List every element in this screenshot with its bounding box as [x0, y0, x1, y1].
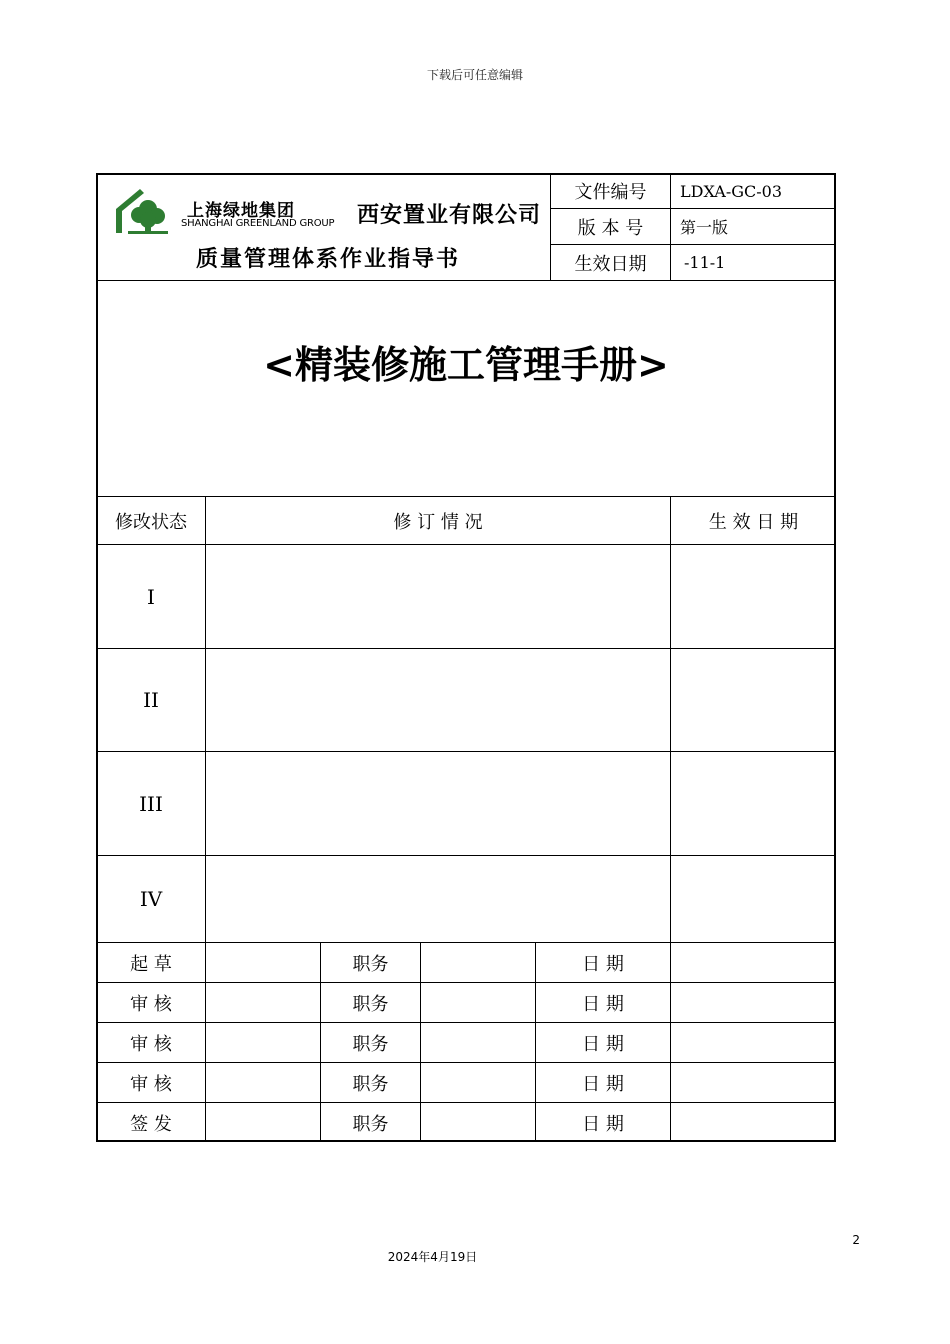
table-line — [97, 1022, 836, 1023]
document-frame — [96, 173, 836, 1142]
approval-position-label: 职务 — [352, 993, 389, 1015]
field-label-version: 版 本 号 — [577, 217, 644, 239]
footer-date: 2024年4月19日 — [387, 1250, 478, 1264]
approval-position-label: 职务 — [352, 1113, 389, 1135]
approval-position-label: 职务 — [352, 1033, 389, 1055]
table-line — [670, 942, 671, 1142]
field-label-doc-number: 文件编号 — [574, 182, 647, 203]
revision-header-status: 修改状态 — [115, 511, 187, 533]
approval-date-label: 日 期 — [582, 993, 624, 1015]
approval-date-label: 日 期 — [582, 1113, 624, 1135]
table-line — [97, 1062, 836, 1063]
approval-date-label: 日 期 — [582, 1033, 624, 1055]
approval-role: 审 核 — [130, 993, 172, 1015]
greenland-logo-icon — [114, 187, 170, 235]
table-line — [670, 496, 671, 942]
document-title: <精装修施工管理手册> — [263, 343, 669, 387]
header-bottom-line — [97, 280, 836, 281]
field-value-effective-date: -11-1 — [684, 253, 726, 272]
approval-date-label: 日 期 — [582, 1073, 624, 1095]
document-subtitle: 质量管理体系作业指导书 — [196, 247, 461, 272]
table-line — [97, 1102, 836, 1103]
company-name: 西安置业有限公司 — [357, 203, 542, 228]
revision-header-date: 生 效 日 期 — [708, 511, 799, 533]
field-value-version: 第一版 — [680, 218, 729, 237]
field-label-effective-date: 生效日期 — [574, 253, 647, 275]
approval-role: 审 核 — [130, 1033, 172, 1055]
approval-position-label: 职务 — [352, 1073, 389, 1095]
approval-position-label: 职务 — [352, 953, 389, 975]
header-note: 下载后可任意编辑 — [426, 68, 523, 82]
group-name-cn: 上海绿地集团 — [187, 201, 295, 221]
page-number: 2 — [852, 1233, 860, 1247]
table-line — [97, 648, 836, 649]
table-line — [97, 855, 836, 856]
approval-role: 起 草 — [130, 953, 172, 975]
approval-role: 审 核 — [130, 1073, 172, 1095]
approval-role: 签 发 — [130, 1113, 172, 1135]
approval-date-label: 日 期 — [582, 953, 624, 975]
revision-row-label: III — [139, 791, 163, 816]
group-name-en: SHANGHAI GREENLAND GROUP — [181, 218, 335, 229]
revision-row-label: IV — [139, 887, 163, 911]
revision-row-label: II — [143, 688, 159, 712]
table-line — [97, 982, 836, 983]
field-value-doc-number: LDXA-GC-03 — [680, 181, 783, 201]
revision-header-details: 修 订 情 况 — [393, 511, 483, 533]
table-line — [97, 751, 836, 752]
table-line — [97, 544, 836, 545]
table-line — [205, 496, 206, 1142]
table-line — [420, 942, 421, 1142]
revision-row-label: I — [147, 584, 155, 609]
table-line — [97, 942, 836, 943]
